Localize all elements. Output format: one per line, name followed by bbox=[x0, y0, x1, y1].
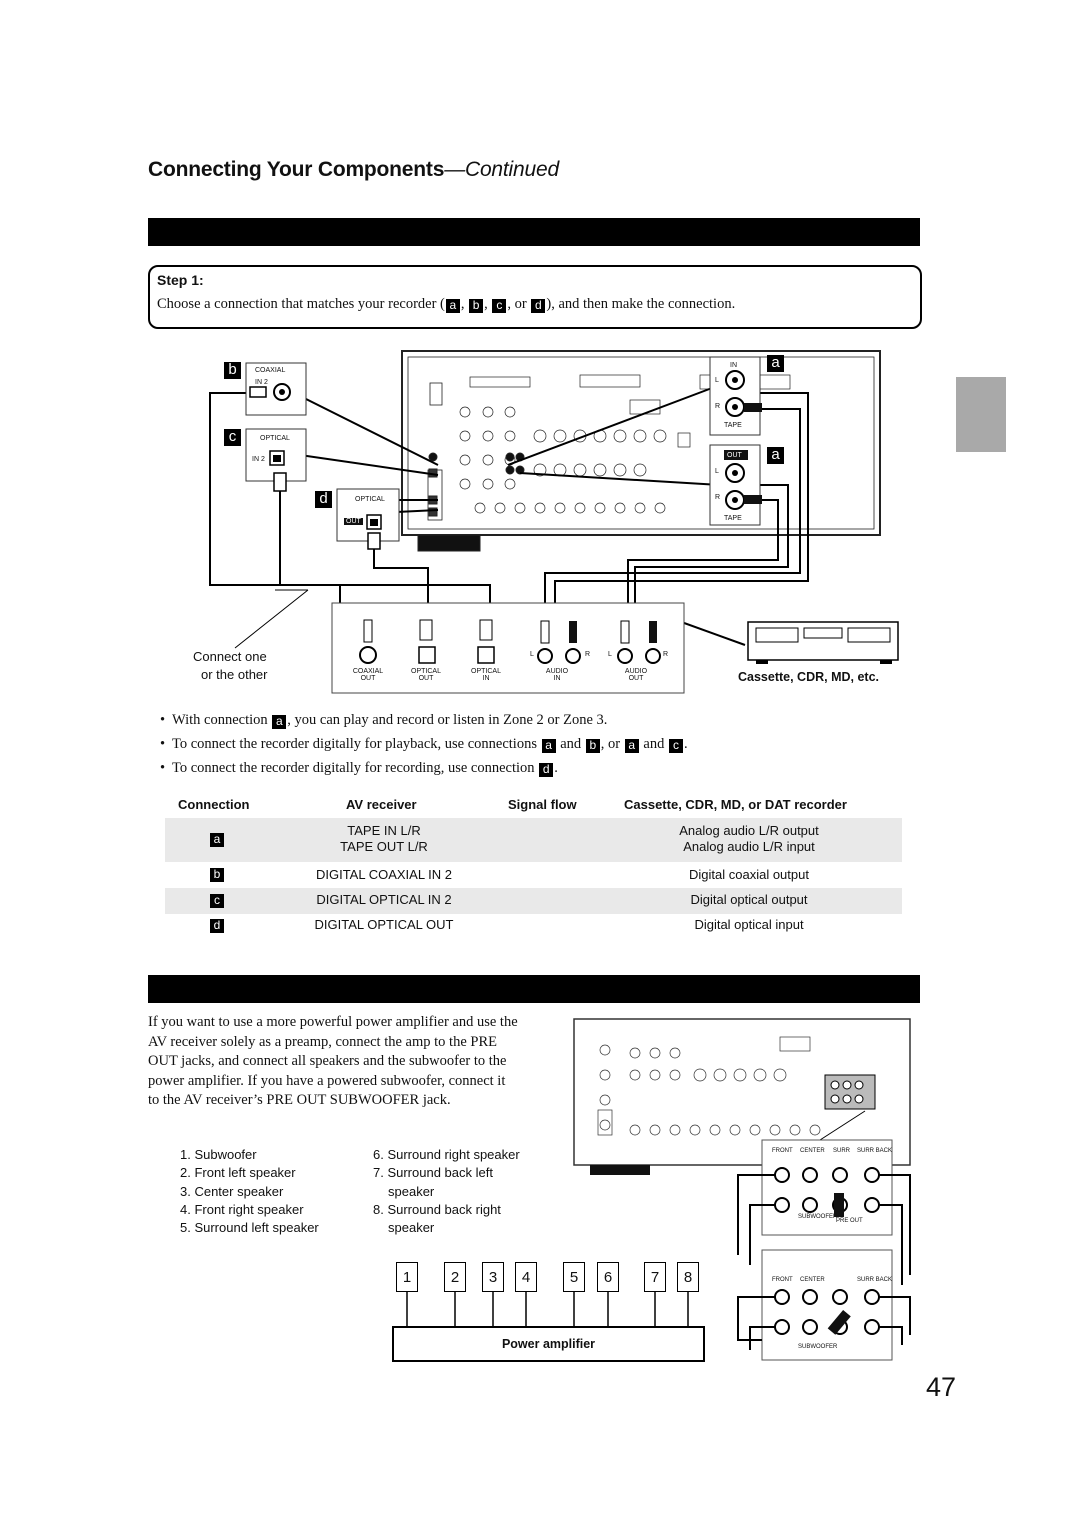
amp-input-1: 1 bbox=[396, 1262, 418, 1292]
amp-input-5: 5 bbox=[563, 1262, 585, 1292]
rec-r-1: R bbox=[585, 651, 591, 658]
table-header-receiver: AV receiver bbox=[346, 797, 417, 812]
table-row: d DIGITAL OPTICAL OUT Digital optical input bbox=[165, 914, 902, 940]
rec-l-2: L bbox=[608, 651, 612, 658]
page-title: Connecting Your Components—Continued bbox=[148, 158, 559, 181]
rec-jack-1: COAXIAL OUT bbox=[352, 668, 384, 682]
table-row: b DIGITAL COAXIAL IN 2 Digital coaxial output bbox=[165, 862, 902, 888]
callout-a-in: a bbox=[767, 355, 784, 372]
recorder-connection-diagram bbox=[200, 345, 920, 697]
bullet-3: • To connect the recorder digitally for recording, use connection d . bbox=[160, 760, 558, 776]
cassette-deck-icon bbox=[748, 622, 898, 664]
bullet-2: • To connect the recorder digitally for playback, use connections a and b , or a and c . bbox=[160, 736, 688, 752]
tape-out-r: R bbox=[715, 494, 721, 501]
amp-input-4: 4 bbox=[515, 1262, 537, 1292]
table-header-signal: Signal flow bbox=[508, 797, 577, 812]
amp-input-3: 3 bbox=[482, 1262, 504, 1292]
amp-paragraph: If you want to use a more powerful power amplifier and use the AV receiver solely as a preamp, connect the amp to the PRE OUT jacks, and connect all speakers and the subwoofer to the power amplifier. If you have a powered subwoofer, connect it to the AV receiver’s PRE OUT SUBWOOFER jack. bbox=[148, 1014, 518, 1108]
section-bar-recorder bbox=[148, 218, 920, 246]
rec-jack-5: AUDIO OUT bbox=[624, 668, 648, 682]
tape-in-l: L bbox=[715, 377, 719, 384]
optical-in-label: IN 2 bbox=[252, 456, 265, 463]
callout-b: b bbox=[224, 362, 241, 379]
rec-jack-3: OPTICAL IN bbox=[471, 668, 501, 682]
speaker-list-right: 6. Surround right speaker 7. Surround back left speaker 8. Surround back right speaker bbox=[373, 1147, 520, 1236]
coaxial-label: COAXIAL bbox=[255, 367, 286, 374]
tape-in-name: TAPE bbox=[724, 422, 742, 429]
page-number: 47 bbox=[926, 1372, 957, 1402]
optical-label: OPTICAL bbox=[260, 435, 290, 442]
bullet-1: • With connection a , you can play and record or listen in Zone 2 or Zone 3. bbox=[160, 712, 608, 728]
preout-center-2: CENTER bbox=[800, 1277, 825, 1283]
amp-input-2: 2 bbox=[444, 1262, 466, 1292]
preout-diagram bbox=[570, 1015, 920, 1365]
amp-input-8: 8 bbox=[677, 1262, 699, 1292]
tape-out-name: TAPE bbox=[724, 515, 742, 522]
step-text: Choose a connection that matches your recorder ( a , b , c , or d ), and then make the connection. bbox=[157, 296, 736, 312]
table-row: c DIGITAL OPTICAL IN 2 Digital optical output bbox=[165, 888, 902, 914]
tape-in-r: R bbox=[715, 403, 721, 410]
preout-center: CENTER bbox=[800, 1148, 825, 1154]
optical-out-label: OPTICAL bbox=[355, 496, 385, 503]
callout-a-out: a bbox=[767, 447, 784, 464]
amp-input-7: 7 bbox=[644, 1262, 666, 1292]
step-label: Step 1: bbox=[157, 272, 204, 288]
rec-r-2: R bbox=[663, 651, 669, 658]
table-header-recorder: Cassette, CDR, MD, or DAT recorder bbox=[624, 797, 847, 812]
tape-out-l: L bbox=[715, 468, 719, 475]
table-header-connection: Connection bbox=[178, 797, 250, 812]
rec-jack-2: OPTICAL OUT bbox=[411, 668, 441, 682]
preout-subwoofer: SUBWOOFER bbox=[798, 1214, 838, 1220]
table-row: a TAPE IN L/R TAPE OUT L/R Analog audio L/R output Analog audio L/R input bbox=[165, 818, 902, 862]
connect-note-1: Connect one bbox=[193, 649, 267, 664]
amp-input-6: 6 bbox=[597, 1262, 619, 1292]
preout-surr: SURR bbox=[833, 1148, 851, 1154]
optical-out-tag: OUT bbox=[346, 518, 361, 525]
tape-out-label: OUT bbox=[727, 452, 742, 459]
tape-in-label: IN bbox=[730, 362, 737, 369]
preout-front: FRONT bbox=[772, 1148, 793, 1154]
rec-l-1: L bbox=[530, 651, 534, 658]
side-tab bbox=[956, 377, 1006, 452]
callout-c: c bbox=[224, 429, 241, 446]
rec-jack-4: AUDIO IN bbox=[545, 668, 569, 682]
preout-subwoofer-2: SUBWOOFER bbox=[798, 1344, 838, 1350]
coaxial-in-label: IN 2 bbox=[255, 379, 268, 386]
preout-surr-back-2: SURR BACK bbox=[857, 1277, 893, 1283]
preout-surr-back: SURR BACK bbox=[857, 1148, 893, 1154]
connect-note-2: or the other bbox=[201, 667, 268, 682]
preout-label: PRE OUT bbox=[836, 1218, 863, 1224]
section-bar-amplifier bbox=[148, 975, 920, 1003]
power-amplifier-box: Power amplifier bbox=[392, 1326, 705, 1362]
device-caption: Cassette, CDR, MD, etc. bbox=[738, 670, 880, 684]
preout-front-2: FRONT bbox=[772, 1277, 793, 1283]
callout-d: d bbox=[315, 491, 332, 508]
speaker-list-left: 1. Subwoofer 2. Front left speaker 3. Center speaker 4. Front right speaker 5. Surround left speaker bbox=[180, 1147, 319, 1236]
